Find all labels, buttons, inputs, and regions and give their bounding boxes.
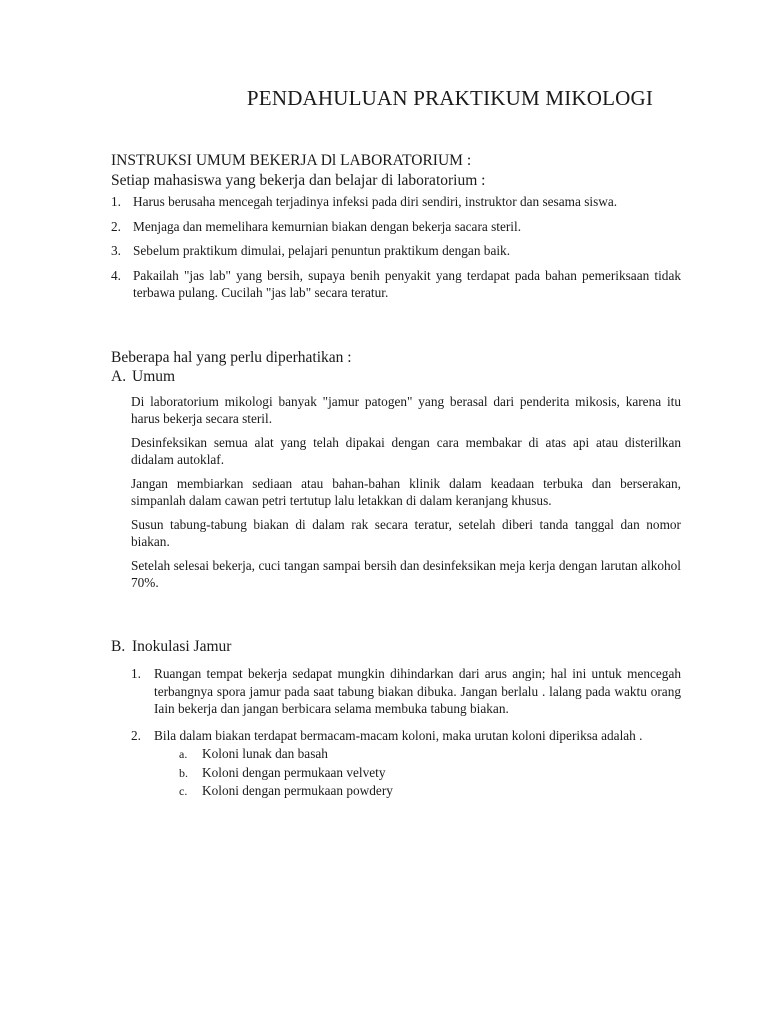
list-item-number: 4.: [111, 267, 121, 283]
list-item: [111, 267, 681, 301]
section-letter: A.: [111, 368, 127, 385]
paragraph: Di laboratorium mikologi banyak "jamur patogen" yang berasal dari penderita mikosis, karena itu harus bekerja secara steril.: [131, 394, 681, 426]
notes-heading: Beberapa hal yang perlu diperhatikan :: [111, 349, 352, 366]
section-a-heading: [111, 368, 175, 386]
sublist-item: [154, 745, 681, 764]
section-b-heading: [111, 638, 231, 656]
colony-order-sublist: [154, 745, 681, 801]
list-item-text: Pakailah "jas lab" yang bersih, supaya benih penyakit yang terdapat pada bahan pemeriksaan tidak terbawa pulang. Cucilah "jas lab" secara teratur.: [133, 267, 681, 300]
document-title: PENDAHULUAN PRAKTIKUM MIKOLOGI: [246, 86, 654, 110]
section-letter: B.: [111, 638, 126, 655]
section-title: Inokulasi Jamur: [132, 638, 232, 655]
sublist-letter: c.: [179, 784, 188, 798]
list-item: [111, 193, 681, 210]
list-item-text: Harus berusaha mencegah terjadinya infeksi pada diri sendiri, instruktor dan sesama siswa.: [133, 194, 618, 209]
list-item-number: 3.: [111, 243, 121, 258]
list-item-text: Menjaga dan memelihara kemurnian biakan dengan bekerja sacara steril.: [133, 218, 522, 234]
general-instructions-heading: INSTRUKSI UMUM BEKERJA Dl LABORATORIUM :: [111, 152, 472, 169]
list-item-number: 1.: [111, 194, 121, 209]
paragraph: Desinfeksikan semua alat yang telah dipakai dengan cara membakar di atas api atau disterilkan didalam autoklaf.: [131, 435, 681, 467]
list-item-text: Ruangan tempat bekerja sedapat mungkin dihindarkan dari arus angin; hal ini untuk mencegah terbangnya spora jamur pada saat tabung biakan dibuka. Jangan berlalu . lalang pada waktu orang Iain bekerja dan jangan berbicara selama membuka tabung biakan.: [154, 666, 681, 716]
list-item-number: 2.: [111, 218, 121, 234]
list-item: [111, 218, 681, 235]
list-item: [111, 242, 681, 259]
sublist-text: Koloni lunak dan basah: [202, 746, 328, 761]
general-instructions-intro: Setiap mahasiswa yang bekerja dan belajar di laboratorium :: [111, 172, 486, 189]
list-item: [131, 665, 681, 718]
sublist-letter: a.: [179, 747, 188, 761]
sublist-item: [154, 764, 681, 783]
list-item: [131, 727, 681, 801]
sublist-text: Koloni dengan permukaan powdery: [202, 783, 393, 798]
paragraph: Susun tabung-tabung biakan di dalam rak secara teratur, setelah diberi tanda tanggal dan nomor biakan.: [131, 517, 681, 549]
sublist-text: Koloni dengan permukaan velvety: [202, 764, 386, 780]
list-item-number: 1.: [131, 666, 141, 681]
list-item-text: Bila dalam biakan terdapat bermacam-macam koloni, maka urutan koloni diperiksa adalah .: [154, 727, 643, 743]
section-a-paragraphs: [131, 393, 681, 598]
section-title: Umum: [132, 368, 176, 385]
sublist-letter: b.: [179, 765, 188, 780]
sublist-item: [154, 782, 681, 801]
list-item-number: 2.: [131, 727, 141, 743]
section-b-list: [131, 665, 681, 810]
paragraph: Setelah selesai bekerja, cuci tangan sampai bersih dan desinfeksikan meja kerja dengan larutan alkohol 70%.: [131, 558, 681, 590]
paragraph: Jangan membiarkan sediaan atau bahan-bahan klinik dalam keadaan terbuka dan berserakan, simpanlah dalam cawan petri tertutup lalu letakkan di dalam keranjang khusus.: [131, 476, 681, 508]
list-item-text: Sebelum praktikum dimulai, pelajari penuntun praktikum dengan baik.: [133, 243, 511, 258]
general-instructions-list: [111, 193, 681, 308]
